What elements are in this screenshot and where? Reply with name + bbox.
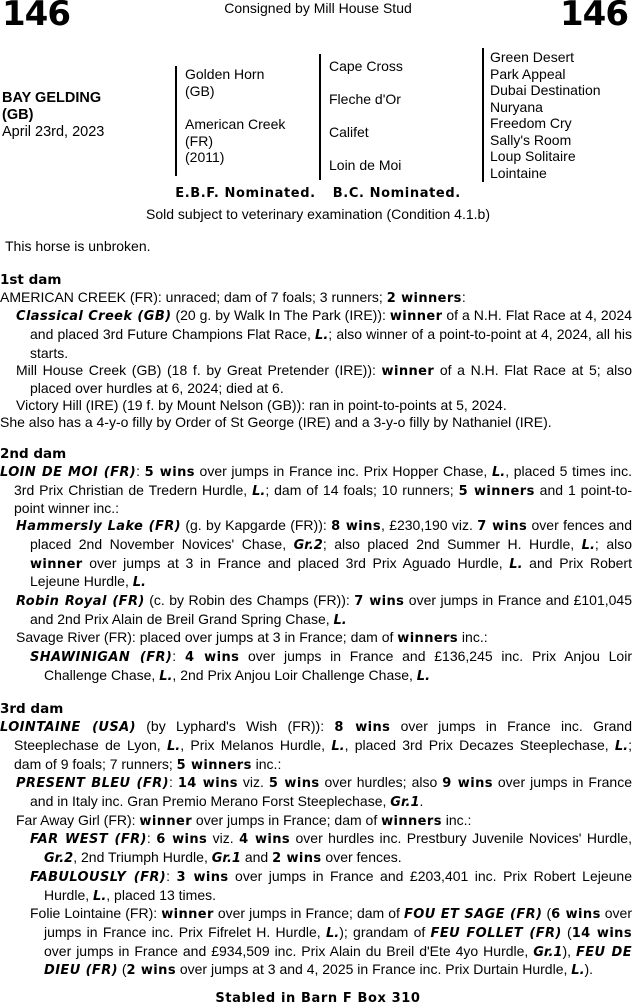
pedigree-entry: Folie Lointaine (FR): winner over jumps in France; dam of FOU ET SAGE (FR) (6 wins over jumps in France inc. Prix Fifrelet H. Hurdle, L.); grandam of FEU FOLLET (FR) (14 wins over jumps in France and £934,509 inc. Prix Alain du Breil d'Ete 4yo Hurdle, Gr.1), FEU DE DIEU (FR) (2 wins over jumps at 3 and 4, 2025 in France inc. Prix Durtain Hurdle, L.). <box>30 905 632 979</box>
pedigree-entry: FAR WEST (FR): 6 wins viz. 4 wins over hurdles inc. Prestbury Juvenile Novices' Hurdle, Gr.2, 2nd Triumph Hurdle, Gr.1 and 2 wins over fences. <box>30 830 632 867</box>
race-grade: L. <box>252 483 266 499</box>
pedigree-entry: Classical Creek (GB) (20 g. by Walk In The Park (IRE)): winner of a N.H. Flat Race at 4, 2024 and placed 3rd Future Champions Flat Race, L.; also winner of a point-to-point at 4, 2024, all his starts. <box>16 307 632 361</box>
win-count: 5 wins <box>144 465 195 481</box>
win-count: 7 wins <box>354 593 405 609</box>
pedigree-bracket-3 <box>482 48 484 182</box>
win-count: 4 wins <box>239 832 291 848</box>
race-grade: Gr.1 <box>390 794 420 810</box>
win-count: winners <box>381 813 442 829</box>
horse-name: LOINTAINE (USA) <box>0 720 136 736</box>
win-count: 4 wins <box>184 650 240 666</box>
consignor-line: Consigned by Mill House Stud <box>224 0 412 16</box>
section-heading: 1st dam <box>0 272 62 288</box>
race-grade: L. <box>325 925 340 941</box>
win-count: winner <box>389 309 443 325</box>
horse-origin: (GB) <box>2 107 34 123</box>
win-count: 2 wins <box>272 851 322 867</box>
race-grade: L. <box>132 575 146 591</box>
pedigree-entry: Savage River (FR): placed over jumps at 3 in France; dam of winners inc.: <box>16 629 488 647</box>
win-count: 6 wins <box>156 832 208 848</box>
pedigree-entry: LOINTAINE (USA) (by Lyphard's Wish (FR)): 8 wins over jumps in France inc. Grand Steeplechase de Lyon, L., Prix Melanos Hurdle, L., placed 3rd Prix Decazes Steeplechase, L.; dam of 9 foals; 7 runners; 5 winners inc.: <box>0 718 633 773</box>
win-count: 8 wins <box>331 519 381 535</box>
horse-name: FAR WEST (FR) <box>30 832 147 848</box>
race-grade: L. <box>315 328 329 344</box>
win-count: 6 wins <box>551 907 601 923</box>
race-grade: L. <box>159 668 173 684</box>
bc-nomination: B.C. Nominated. <box>332 186 461 201</box>
win-count: 14 wins <box>177 776 238 792</box>
pedigree-gen4: Green Desert Park Appeal Dubai Destination Nuryana Freedom Cry Sally's Room Loup Solitaire Lointaine <box>490 49 601 181</box>
pedigree-bracket-2 <box>319 54 321 180</box>
pedigree-entry: She also has a 4-y-o filly by Order of St George (IRE) and a 3-y-o filly by Nathaniel (IRE). <box>0 413 552 430</box>
race-grade: Gr.2 <box>44 851 74 867</box>
pedigree-bracket-1 <box>175 66 177 176</box>
race-grade: L. <box>331 738 345 754</box>
race-grade: Gr.1 <box>533 944 563 960</box>
section-heading: 2nd dam <box>0 446 67 463</box>
win-count: 5 winners <box>458 483 535 499</box>
lot-number-right: 146 <box>560 0 628 34</box>
pedigree-entry: Mill House Creek (GB) (18 f. by Great Pretender (IRE)): winner of a N.H. Flat Race at 5; also placed over hurdles at 6, 2024; died at 6. <box>16 361 633 397</box>
win-count: 5 winners <box>176 757 252 773</box>
pedigree-grandsire-1: Cape Cross <box>329 58 403 74</box>
win-count: 3 wins <box>176 869 229 885</box>
horse-name: Robin Royal (FR) <box>16 593 145 609</box>
foaling-date: April 23rd, 2023 <box>2 124 105 140</box>
win-count: winner <box>139 813 193 829</box>
pedigree-entry: Robin Royal (FR) (c. by Robin des Champs (FR)): 7 wins over jumps in France and £101,045 and 2nd Prix Alain de Breil Grand Spring Chase, L. <box>16 591 632 628</box>
pedigree-entry: Hammersly Lake (FR) (g. by Kapgarde (FR)): 8 wins, £230,190 viz. 7 wins over fences and placed 2nd November Novices' Chase, Gr.2; also placed 2nd Summer H. Hurdle, L.; also winner over jumps at 3 in France and placed 3rd Prix Aguado Hurdle, L. and Prix Robert Lejeune Hurdle, L. <box>16 517 633 591</box>
race-grade: L. <box>571 963 585 979</box>
unbroken-note: This horse is unbroken. <box>5 238 151 254</box>
win-count: winner <box>30 556 83 572</box>
sale-condition: Sold subject to veterinary examination (Condition 4.1.b) <box>146 206 490 222</box>
pedigree-entry: Far Away Girl (FR): winner over jumps in France; dam of winners inc.: <box>16 811 472 829</box>
pedigree-entry: PRESENT BLEU (FR): 14 wins viz. 5 wins over hurdles; also 9 wins over jumps in France and in Italy inc. Gran Premio Merano Forst Steeplechase, Gr.1. <box>16 774 632 810</box>
race-grade: L. <box>581 537 595 553</box>
race-grade: L. <box>614 738 629 754</box>
pedigree-sire: Golden Horn (GB) <box>185 66 265 99</box>
horse-name: LOIN DE MOI (FR) <box>0 465 137 481</box>
win-count: winner <box>381 363 435 379</box>
nominations <box>0 186 636 201</box>
pedigree-entry: FABULOUSLY (FR): 3 wins over jumps in France and £203,401 inc. Prix Robert Lejeune Hurdle, L., placed 13 times. <box>30 867 633 904</box>
win-count: 2 winners <box>386 290 462 306</box>
race-grade: L. <box>416 668 431 684</box>
pedigree-entry: AMERICAN CREEK (FR): unraced; dam of 7 foals; 3 runners; 2 winners: <box>0 288 466 306</box>
horse-name: FEU DE DIEU (FR) <box>44 944 632 979</box>
pedigree-dam: American Creek (FR) (2011) <box>185 116 286 165</box>
horse-name: FABULOUSLY (FR) <box>30 869 167 885</box>
horse-description: BAY GELDING <box>2 90 102 106</box>
race-grade: L. <box>509 556 523 572</box>
race-grade: L. <box>333 612 347 628</box>
horse-name: PRESENT BLEU (FR) <box>16 776 169 792</box>
win-count: winners <box>397 631 459 647</box>
pedigree-entry: SHAWINIGAN (FR): 4 wins over jumps in France and £136,245 inc. Prix Anjou Loir Challenge Chase, L., 2nd Prix Anjou Loir Challenge Chase, L. <box>30 648 632 684</box>
pedigree-entry: Victory Hill (IRE) (19 f. by Mount Nelson (GB)): ran in point-to-points at 5, 2024. <box>16 396 507 413</box>
pedigree-granddam-2: Loin de Moi <box>329 157 402 173</box>
ebf-nomination: E.B.F. Nominated. <box>175 186 316 201</box>
horse-name: SHAWINIGAN (FR) <box>30 650 173 666</box>
horse-name: Classical Creek (GB) <box>16 309 172 325</box>
win-count: 2 wins <box>126 963 176 979</box>
win-count: 8 wins <box>334 720 391 736</box>
dam-line-details <box>0 272 632 980</box>
win-count: 14 wins <box>571 925 632 941</box>
pedigree-granddam-1: Fleche d'Or <box>329 91 401 107</box>
win-count: 9 wins <box>442 776 493 792</box>
horse-name: FOU ET SAGE (FR) <box>403 907 543 923</box>
stabling-location: Stabled in Barn F Box 310 <box>215 991 421 1006</box>
lot-number-left: 146 <box>2 0 70 34</box>
win-count: winner <box>161 907 214 923</box>
pedigree-grandsire-2: Califet <box>329 124 369 140</box>
race-grade: L. <box>491 465 506 481</box>
race-grade: L. <box>166 738 181 754</box>
win-count: 5 wins <box>268 776 320 792</box>
race-grade: Gr.1 <box>211 851 241 867</box>
pedigree-entry: LOIN DE MOI (FR): 5 wins over jumps in France inc. Prix Hopper Chase, L., placed 5 times inc. 3rd Prix Christian de Tredern Hurdle, L.; dam of 14 foals; 10 runners; 5 winners and 1 point-to-point winner inc.: <box>0 463 633 517</box>
horse-identity <box>2 90 104 141</box>
horse-name: FEU FOLLET (FR) <box>430 925 562 941</box>
win-count: 7 wins <box>477 519 528 535</box>
race-grade: Gr.2 <box>293 537 323 553</box>
horse-name: Hammersly Lake (FR) <box>16 519 182 535</box>
race-grade: L. <box>93 888 107 904</box>
section-heading: 3rd dam <box>0 701 64 718</box>
